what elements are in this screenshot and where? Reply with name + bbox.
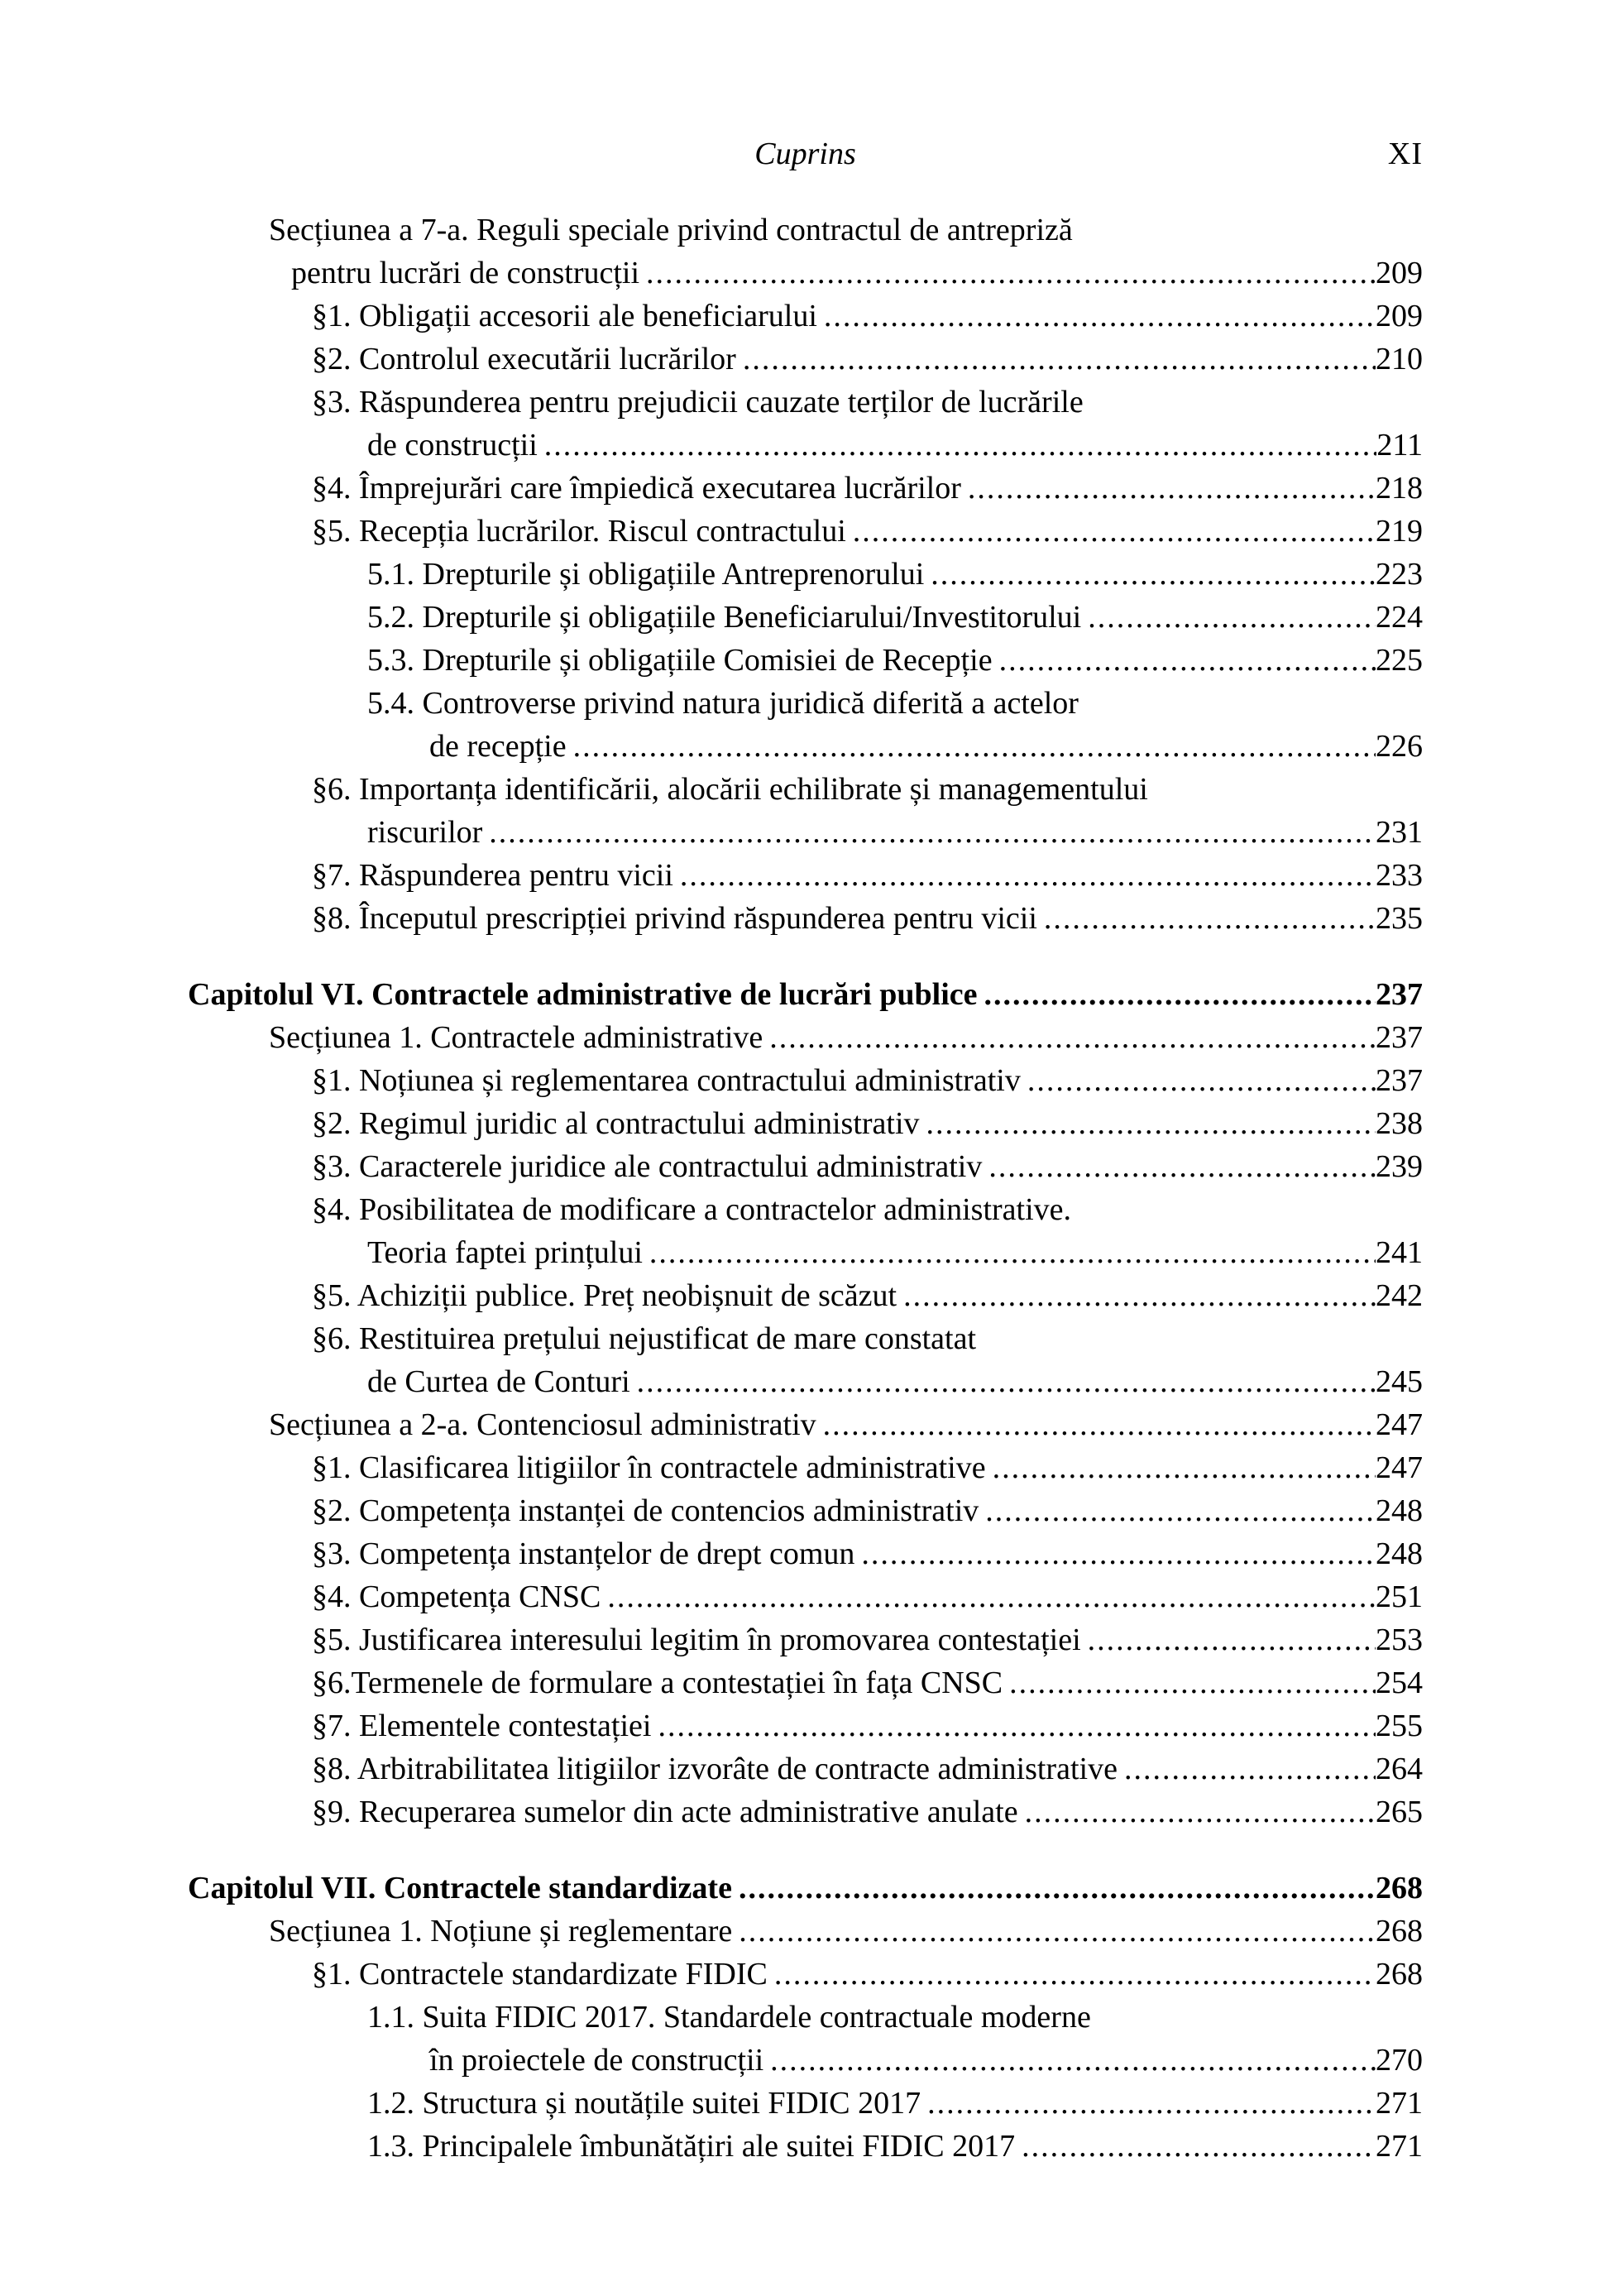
entry-text: §8. Începutul prescripției privind răspunderea pentru vicii	[312, 901, 1037, 936]
entry-page: 223	[1376, 557, 1423, 592]
entry-page: 248	[1376, 1493, 1423, 1528]
entry-text: §1. Noțiunea și reglementarea contractului administrativ	[312, 1063, 1021, 1098]
entry-page: 247	[1376, 1407, 1423, 1442]
entry-dots	[1018, 1790, 1376, 1833]
entry-dots	[816, 1403, 1376, 1446]
toc-entry	[188, 596, 1423, 639]
entry-page: 209	[1376, 256, 1423, 290]
entry-text: §3. Răspunderea pentru prejudicii cauzate terților de lucrările	[312, 385, 1084, 419]
entry-page: 233	[1376, 858, 1423, 893]
toc-entry	[188, 381, 1423, 424]
entry-page: 210	[1376, 342, 1423, 376]
toc-entry	[188, 1403, 1423, 1446]
entry-text: de construcții	[367, 428, 538, 463]
entry-page: 248	[1376, 1536, 1423, 1571]
entry-text: §3. Caracterele juridice ale contractului administrativ	[312, 1149, 983, 1184]
entry-text: §6. Restituirea prețului nejustificat de mare constatat	[312, 1321, 977, 1356]
entry-text: 5.3. Drepturile și obligațiile Comisiei de Recepție	[367, 643, 993, 678]
entry-page: 237	[1376, 1020, 1423, 1055]
toc-entry	[188, 2082, 1423, 2125]
entry-page: 242	[1376, 1278, 1423, 1313]
toc-entry	[188, 1489, 1423, 1532]
entry-page: 271	[1376, 2129, 1423, 2164]
entry-page: 239	[1376, 1149, 1423, 1184]
entry-dots	[736, 338, 1376, 381]
toc-entry	[188, 553, 1423, 596]
entry-text: §2. Regimul juridic al contractului administrativ	[312, 1106, 920, 1141]
entry-page: 241	[1376, 1235, 1423, 1270]
entry-page: 219	[1376, 514, 1423, 549]
entry-text: §4. Împrejurări care împiedică executarea lucrărilor	[312, 471, 961, 506]
entry-text: Secțiunea a 2-a. Contenciosul administrativ	[269, 1407, 816, 1442]
entry-dots	[567, 725, 1376, 768]
entry-dots	[1015, 2125, 1376, 2168]
entry-dots	[482, 811, 1376, 854]
entry-dots	[961, 467, 1376, 510]
entry-page: 271	[1376, 2086, 1423, 2121]
toc-list	[188, 209, 1423, 2168]
page-title: Cuprins	[754, 137, 856, 171]
entry-text: 1.3. Principalele îmbunătățiri ale suitei FIDIC 2017	[367, 2129, 1016, 2164]
entry-page: 211	[1376, 428, 1423, 463]
entry-dots	[763, 2039, 1376, 2082]
entry-page: 235	[1376, 901, 1423, 936]
toc-entry	[188, 1145, 1423, 1188]
entry-page: 238	[1376, 1106, 1423, 1141]
entry-dots	[921, 2082, 1376, 2125]
page-number: XI	[1387, 137, 1423, 171]
entry-dots	[978, 973, 1376, 1016]
entry-dots	[732, 1910, 1376, 1953]
toc-entry	[188, 295, 1423, 338]
entry-text: §2. Controlul executării lucrărilor	[312, 342, 736, 376]
toc-entry	[188, 209, 1423, 252]
toc-entry	[188, 1059, 1423, 1102]
entry-dots	[673, 854, 1376, 897]
entry-text: de recepție	[429, 729, 567, 764]
toc-entry	[188, 1274, 1423, 1317]
entry-page: 265	[1376, 1795, 1423, 1829]
entry-text: Capitolul VI. Contractele administrative de lucrări publice	[188, 977, 978, 1012]
entry-text: Secțiunea 1. Noțiune și reglementare	[269, 1914, 733, 1948]
entry-page: 268	[1376, 1914, 1423, 1948]
entry-page: 237	[1376, 1063, 1423, 1098]
toc-entry	[188, 2125, 1423, 2168]
entry-text: Secțiunea a 7-a. Reguli speciale privind contractul de antrepriză	[269, 213, 1073, 247]
entry-page: 264	[1376, 1752, 1423, 1786]
entry-page: 225	[1376, 643, 1423, 678]
entry-page: 237	[1376, 977, 1423, 1012]
entry-dots	[639, 252, 1376, 295]
entry-text: Secțiunea 1. Contractele administrative	[269, 1020, 763, 1055]
entry-dots	[651, 1704, 1376, 1747]
entry-text: în proiectele de construcții	[429, 2043, 764, 2078]
entry-text: §7. Răspunderea pentru vicii	[312, 858, 673, 893]
entry-page: 253	[1376, 1623, 1423, 1657]
entry-page: 255	[1376, 1709, 1423, 1743]
entry-dots	[768, 1953, 1376, 1996]
entry-text: §7. Elementele contestației	[312, 1709, 652, 1743]
entry-text: 5.1. Drepturile și obligațiile Antreprenorului	[367, 557, 925, 592]
toc-entry	[188, 1575, 1423, 1618]
entry-page: 268	[1376, 1957, 1423, 1992]
entry-text: §1. Clasificarea litigiilor în contractele administrative	[312, 1450, 986, 1485]
toc-entry	[188, 338, 1423, 381]
toc-entry	[188, 1661, 1423, 1704]
entry-dots	[982, 1145, 1376, 1188]
toc-entry	[188, 1016, 1423, 1059]
toc-entry	[188, 768, 1423, 811]
entry-page: 245	[1376, 1364, 1423, 1399]
toc-entry	[188, 1360, 1423, 1403]
entry-dots	[1021, 1059, 1376, 1102]
entry-dots	[920, 1102, 1376, 1145]
toc-entry	[188, 1996, 1423, 2039]
toc-entry	[188, 1953, 1423, 1996]
entry-text: 5.2. Drepturile și obligațiile Beneficiarului/Investitorului	[367, 600, 1082, 635]
entry-text: 1.1. Suita FIDIC 2017. Standardele contractuale moderne	[367, 2000, 1091, 2035]
entry-page: 218	[1376, 471, 1423, 506]
toc-entry	[188, 467, 1423, 510]
toc-entry	[188, 1102, 1423, 1145]
entry-dots	[1003, 1661, 1376, 1704]
entry-dots	[643, 1231, 1376, 1274]
entry-dots	[924, 553, 1376, 596]
entry-text: de Curtea de Conturi	[367, 1364, 630, 1399]
entry-text: §5. Justificarea interesului legitim în promovarea contestației	[312, 1623, 1081, 1657]
toc-entry	[188, 725, 1423, 768]
toc-entry	[188, 1317, 1423, 1360]
entry-dots	[854, 1532, 1376, 1575]
entry-text: 5.4. Controverse privind natura juridică diferită a actelor	[367, 686, 1079, 721]
entry-text: riscurilor	[367, 815, 483, 850]
toc-entry	[188, 973, 1423, 1016]
toc-entry	[188, 897, 1423, 940]
entry-dots	[1081, 596, 1376, 639]
entry-text: §6. Importanța identificării, alocării echilibrate și managementului	[312, 772, 1148, 807]
entry-dots	[732, 1867, 1376, 1910]
entry-text: §2. Competența instanței de contencios administrativ	[312, 1493, 979, 1528]
entry-dots	[630, 1360, 1376, 1403]
toc-entry	[188, 1188, 1423, 1231]
entry-text: §6.Termenele de formulare a contestației în fața CNSC	[312, 1666, 1003, 1700]
entry-page: 268	[1376, 1871, 1423, 1905]
entry-text: §3. Competența instanțelor de drept comun	[312, 1536, 855, 1571]
entry-text: §5. Recepția lucrărilor. Riscul contractului	[312, 514, 846, 549]
toc-entry	[188, 1910, 1423, 1953]
entry-text: Capitolul VII. Contractele standardizate	[188, 1871, 732, 1905]
toc-entry	[188, 1618, 1423, 1661]
toc-entry	[188, 510, 1423, 553]
toc-entry	[188, 1446, 1423, 1489]
entry-dots	[979, 1489, 1376, 1532]
toc-entry	[188, 1790, 1423, 1833]
entry-dots	[763, 1016, 1376, 1059]
toc-entry	[188, 639, 1423, 682]
page-header	[188, 132, 1423, 175]
entry-dots	[538, 424, 1377, 467]
entry-page: 247	[1376, 1450, 1423, 1485]
entry-text: §4. Posibilitatea de modificare a contractelor administrative.	[312, 1192, 1072, 1227]
toc-entry	[188, 1532, 1423, 1575]
entry-dots	[846, 510, 1376, 553]
entry-text: §1. Obligații accesorii ale beneficiarului	[312, 299, 817, 333]
entry-dots	[817, 295, 1376, 338]
toc-entry	[188, 1747, 1423, 1790]
toc-entry	[188, 424, 1423, 467]
toc-entry	[188, 811, 1423, 854]
entry-dots	[993, 639, 1376, 682]
entry-text: §9. Recuperarea sumelor din acte administrative anulate	[312, 1795, 1018, 1829]
entry-text: §4. Competența CNSC	[312, 1579, 601, 1614]
entry-page: 209	[1376, 299, 1423, 333]
entry-dots	[897, 1274, 1376, 1317]
entry-page: 224	[1376, 600, 1423, 635]
entry-text: §1. Contractele standardizate FIDIC	[312, 1957, 768, 1992]
entry-page: 226	[1376, 729, 1423, 764]
entry-dots	[986, 1446, 1376, 1489]
toc-entry	[188, 1231, 1423, 1274]
toc-entry	[188, 1704, 1423, 1747]
toc-entry	[188, 2039, 1423, 2082]
toc-entry	[188, 854, 1423, 897]
entry-text: Teoria faptei prințului	[367, 1235, 643, 1270]
entry-dots	[1118, 1747, 1376, 1790]
entry-text: 1.2. Structura și noutățile suitei FIDIC 2017	[367, 2086, 921, 2121]
toc-entry	[188, 682, 1423, 725]
entry-dots	[601, 1575, 1376, 1618]
entry-dots	[1037, 897, 1376, 940]
entry-text: §8. Arbitrabilitatea litigiilor izvorâte de contracte administrative	[312, 1752, 1118, 1786]
toc-entry	[188, 252, 1423, 295]
entry-dots	[1081, 1618, 1376, 1661]
entry-text: pentru lucrări de construcții	[291, 256, 640, 290]
entry-text: §5. Achiziții publice. Preț neobișnuit de scăzut	[312, 1278, 897, 1313]
entry-page: 251	[1376, 1579, 1423, 1614]
entry-page: 254	[1376, 1666, 1423, 1700]
entry-page: 270	[1376, 2043, 1423, 2078]
toc-entry	[188, 1867, 1423, 1910]
entry-page: 231	[1376, 815, 1423, 850]
